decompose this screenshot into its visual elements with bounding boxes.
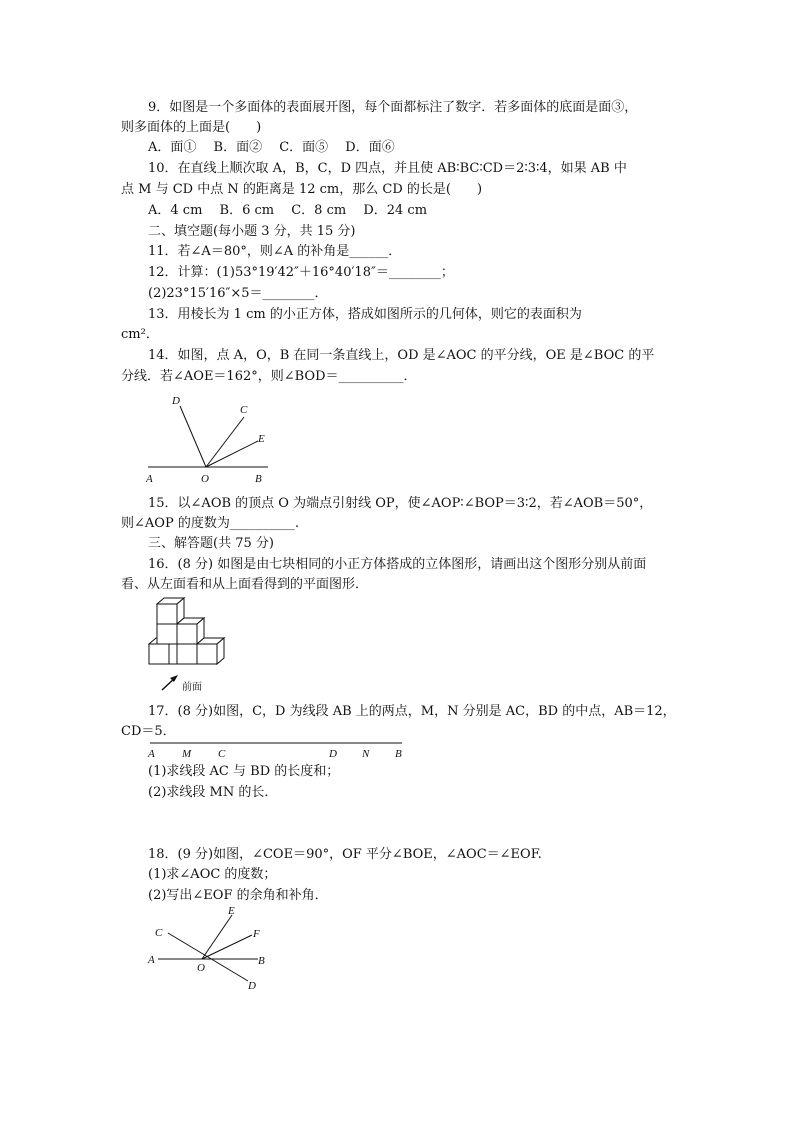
q17-label-n: N [362,748,370,760]
q17-label-d: D [329,748,337,760]
q14-label-d: D [172,395,180,407]
q18-line1: 18．(9 分)如图，∠COE＝90°，OF 平分∠BOE，∠AOC＝∠EOF. [148,847,542,862]
q14-ray-oe [206,441,258,467]
cube-front [157,604,177,624]
cube-front [177,644,197,664]
q14-line2: 分线．若∠AOE＝162°，则∠BOD＝__________． [121,369,417,384]
q18-ray-oe [202,915,232,959]
q14-label-o: O [201,473,209,485]
q11: 11．若∠A＝80°，则∠A 的补角是______． [148,244,402,259]
q18-label-c: C [155,927,163,939]
cube-front [197,644,217,664]
q17-label-a: A [148,748,155,760]
q9-options: A．面① B．面② C．面⑤ D．面⑥ [148,140,395,155]
q14-ray-oc [206,417,244,467]
q14-label-b: B [255,473,262,485]
q14-label-e: E [258,433,265,445]
q14-label-c: C [240,404,248,416]
cube-front [149,644,169,664]
q16-line2: 看、从左面看和从上面看得到的平面图形． [121,577,369,592]
q14-ray-od [180,406,206,467]
q17-label-c: C [218,748,226,760]
q10-options: A．4 cm B．6 cm C．8 cm D．24 cm [148,203,428,218]
cube-front [157,624,177,644]
q18-label-d: D [248,980,256,992]
q13-line2: cm²． [121,327,159,342]
q18-figure [140,903,280,993]
q17-label-m: M [182,748,192,760]
q18-line-cd [168,933,248,981]
q14-label-a: A [146,473,153,485]
cube-front [177,624,197,644]
q17-part2: (2)求线段 MN 的长． [148,785,278,800]
q12-line1: 12．计算：(1)53°19′42″＋16°40′18″＝________； [148,265,454,280]
q18-part2: (2)写出∠EOF 的余角和补角． [148,888,328,903]
q9-line2: 则多面体的上面是( ) [121,120,262,135]
q18-part1: (1)求∠AOC 的度数； [148,867,277,882]
q16-line1: 16．(8 分) 如图是由七块相同的小正方体搭成的立体图形，请画出这个图形分别从前面 [148,557,647,572]
q17-part1: (1)求线段 AC 与 BD 的长度和； [148,764,340,779]
q16-front-label: 前面 [182,682,202,693]
q10-line1: 10．在直线上顺次取 A，B，C，D 四点，并且使 AB∶BC∶CD＝2∶3∶4，如果 AB 中 [148,161,627,176]
q16-cube-figure [140,597,240,697]
q17-line2: CD＝5． [121,724,176,739]
section-title-fill-in: 二、填空题(每小题 3 分，共 15 分) [148,224,356,239]
q18-label-e: E [228,905,235,917]
cube-top [149,638,157,644]
q10-line2: 点 M 与 CD 中点 N 的距离是 12 cm，那么 CD 的长是( ) [121,182,483,197]
q18-label-f: F [253,928,260,940]
q17-label-b: B [395,748,402,760]
section-title-answer: 三、解答题(共 75 分) [148,536,274,551]
q17-line1: 17．(8 分)如图，C，D 为线段 AB 上的两点，M，N 分别是 AC，BD 的中点，AB＝12， [148,704,676,719]
q9-line1: 9．如图是一个多面体的表面展开图，每个面都标注了数字．若多面体的底面是面③， [148,100,638,115]
q15-line1: 15．以∠AOB 的顶点 O 为端点引射线 OP，使∠AOP∶∠BOP＝3∶2，若∠AOB＝50°， [148,496,653,511]
q13-line1: 13．用棱长为 1 cm 的小正方体，搭成如图所示的几何体，则它的表面积为 [148,307,582,322]
q18-label-a: A [148,954,155,966]
q18-label-o: O [197,962,205,974]
q14-figure [140,390,280,485]
q18-label-b: B [258,955,265,967]
q14-line1: 14．如图，点 A，O，B 在同一条直线上，OD 是∠AOC 的平分线，OE 是∠BOC 的平 [148,348,655,363]
q15-line2: 则∠AOP 的度数为__________. [121,516,299,531]
q17-figure [140,738,420,760]
q12-line2: (2)23°15′16″×5＝________． [148,286,328,301]
q18-ray-of [202,935,252,959]
